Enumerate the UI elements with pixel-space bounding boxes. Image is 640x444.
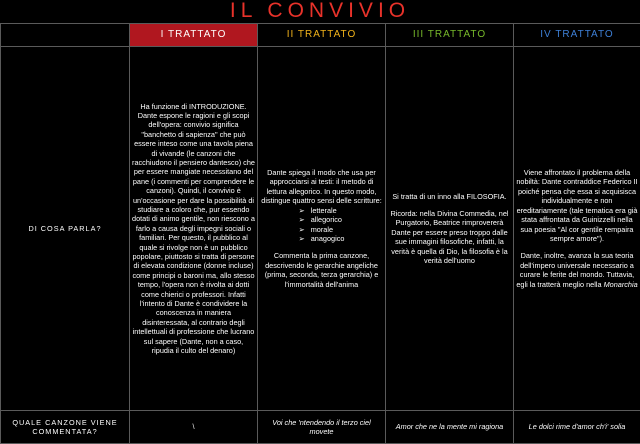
topic-trattato-3-p1: Si tratta di un inno alla FILOSOFIA.	[392, 191, 507, 201]
header-trattato-1: I TRATTATO	[130, 24, 258, 47]
sense-item: ➢ letterale	[299, 206, 345, 215]
topic-trattato-4-work-title: Monarchia	[603, 279, 638, 289]
topic-trattato-3-p2: Ricorda: nella Divina Commedia, nel Purgatorio, Beatrice rimprovererà Dante per essere preso troppo dalle sue immagini filosofiche, infatti, la verità è quella di Dio, la filosofia è la verità dell'uomo	[390, 208, 509, 266]
row-label-song: QUALE CANZONE VIENE COMMENTATA?	[1, 411, 130, 444]
song-trattato-2: Voi che 'ntendendo il terzo ciel movete	[258, 411, 386, 444]
topic-trattato-4-p2-text: Dante, inoltre, avanza la sua teoria dell'impero universale necessario a curare le ferite del mondo. Tuttavia, egli la tratterà meglio nella	[516, 251, 635, 289]
page-title: IL CONVIVIO	[229, 0, 411, 22]
sense-item: ➢ anagogico	[299, 234, 345, 243]
convivio-table	[0, 23, 640, 444]
song-trattato-4: Le dolci rime d'amor ch'i' solia	[514, 411, 640, 444]
topic-trattato-4-p1: Viene affrontato il problema della nobiltà: Dante contraddice Federico II poiché pensa che essa si acquisisca individualmente e non ereditariamente (tale tematica era già stata affrontata da Guinizzelli nella sua poesia "Al cor gentile rempaira sempre amore").	[516, 168, 638, 243]
sense-item: ➢ allegorico	[299, 215, 345, 224]
topic-trattato-2-outro: Commenta la prima canzone, descrivendo le gerarchie angeliche (prima, seconda, terza gerarchia) e l'immortalità dell'anima	[264, 251, 379, 289]
header-empty-cell	[1, 24, 130, 47]
header-row	[1, 24, 640, 47]
header-trattato-4: IV TRATTATO	[514, 24, 640, 47]
topic-row	[1, 47, 640, 411]
topic-trattato-4	[514, 47, 640, 411]
header-trattato-3: III TRATTATO	[386, 24, 514, 47]
topic-trattato-4-p2	[516, 251, 638, 289]
song-trattato-1: \	[130, 411, 258, 444]
topic-trattato-2-intro: Dante spiega il modo che usa per approcciarsi ai testi: il metodo di lettura allegorico. In questo modo, distingue quattro sensi delle scritture:	[261, 168, 382, 206]
row-label-topic: DI COSA PARLA?	[1, 47, 130, 411]
senses-list	[299, 206, 345, 244]
song-trattato-3: Amor che ne la mente mi ragiona	[386, 411, 514, 444]
topic-trattato-3	[386, 47, 514, 411]
sense-item: ➢ morale	[299, 225, 345, 234]
topic-trattato-1: Ha funzione di INTRODUZIONE. Dante espone le ragioni e gli scopi dell'opera: convivio significa "banchetto di sapienza" che può essere inteso come una tavola piena di vivande (le canzoni che racchiudono il pensiero dantesco) che per essere mangiate necessitano del pane (i commenti per comprendere le canzoni). Quindi, il convivio è un'occasione per dare la possibilità di studiare a coloro che, pur essendo dotati di animo gentile, non riescono a farlo a causa degli impegni sociali o familiari. Per questo, il pubblico al quale si rivolge non è un pubblico popolare, piuttosto si tratta di persone di elevata condizione (donne incluse) come principi o baroni ma, allo stesso tempo, l'opera non è rivolta ai dotti come chierici o professori. Infatti l'intento di Dante è condividere la conoscenza in maniera disinteressata, al contrario degli intellettuali di professione che lucrano sul sapere (Dante, non a caso, ripudia il culto del denaro)	[130, 47, 258, 411]
header-trattato-2: II TRATTATO	[258, 24, 386, 47]
topic-trattato-2	[258, 47, 386, 411]
song-row	[1, 411, 640, 444]
